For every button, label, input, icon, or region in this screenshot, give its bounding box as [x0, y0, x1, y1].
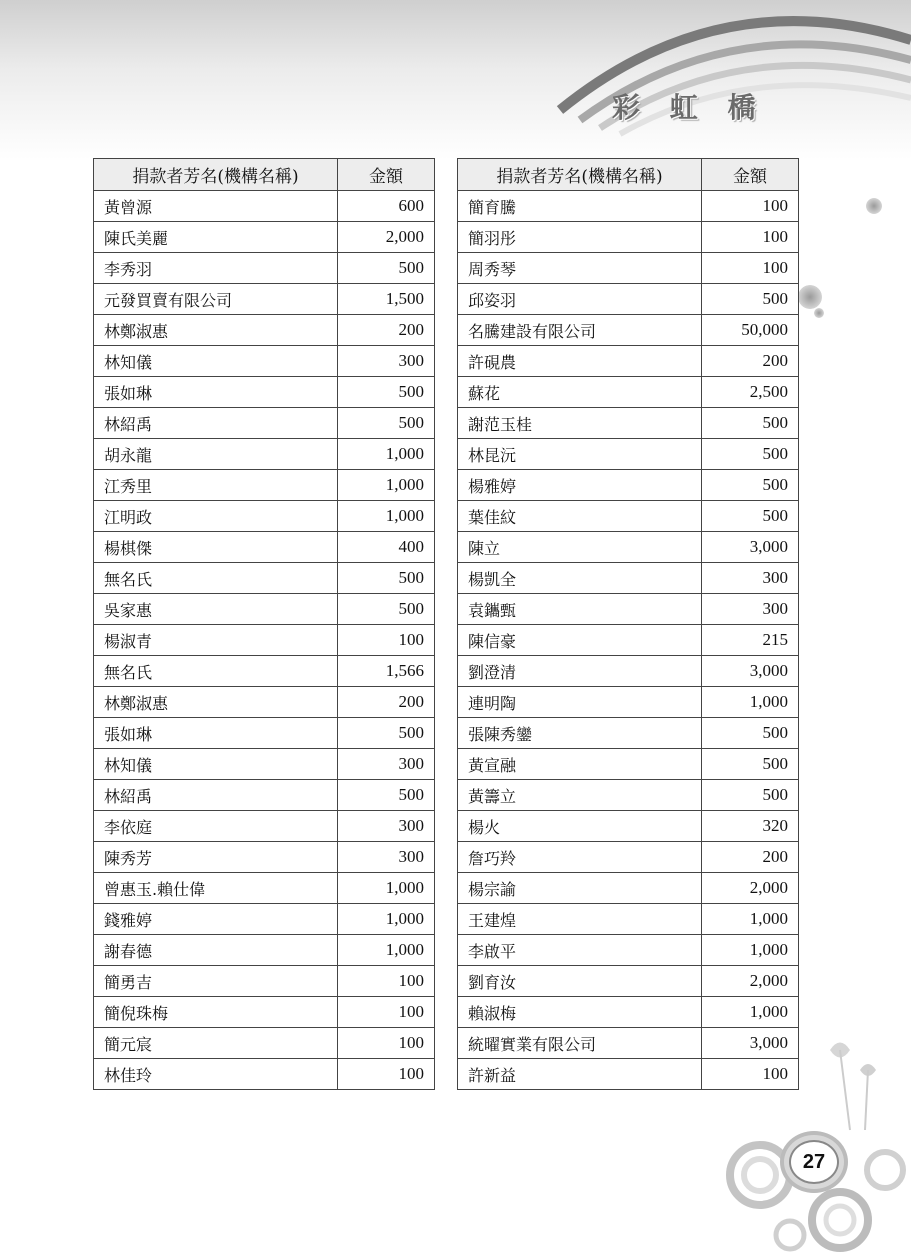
donation-amount: 300: [338, 842, 435, 873]
donor-name: 陳信豪: [458, 625, 702, 656]
donor-name: 張如琳: [94, 718, 338, 749]
donor-name: 楊宗諭: [458, 873, 702, 904]
table-row: [94, 656, 435, 687]
donation-amount: 500: [702, 439, 799, 470]
donation-amount: 500: [702, 718, 799, 749]
donation-amount: 215: [702, 625, 799, 656]
table-row: [458, 873, 799, 904]
donor-name: 謝春德: [94, 935, 338, 966]
table-row: [458, 284, 799, 315]
table-row: [94, 997, 435, 1028]
table-row: [458, 811, 799, 842]
table-row: [458, 532, 799, 563]
donation-amount: 500: [338, 594, 435, 625]
table-row: [458, 408, 799, 439]
table-row: [94, 439, 435, 470]
table-row: [458, 935, 799, 966]
donation-amount: 500: [338, 563, 435, 594]
donation-amount: 200: [702, 842, 799, 873]
donation-amount: 100: [702, 191, 799, 222]
table-row: [94, 346, 435, 377]
donation-amount: 2,500: [702, 377, 799, 408]
table-row: [458, 222, 799, 253]
table-row: [94, 904, 435, 935]
table-row: [458, 625, 799, 656]
donor-name: 邱姿羽: [458, 284, 702, 315]
table-row: [458, 749, 799, 780]
table-row: [94, 935, 435, 966]
donation-amount: 2,000: [702, 966, 799, 997]
donor-name: 林知儀: [94, 346, 338, 377]
table-row: [458, 501, 799, 532]
donation-amount: 500: [702, 284, 799, 315]
donor-name: 元發買賣有限公司: [94, 284, 338, 315]
table-row: [458, 656, 799, 687]
donation-amount: 3,000: [702, 1028, 799, 1059]
donor-name: 劉育汝: [458, 966, 702, 997]
table-row: [94, 253, 435, 284]
donor-name: 許硯農: [458, 346, 702, 377]
donor-name: 簡元宸: [94, 1028, 338, 1059]
donor-name: 陳立: [458, 532, 702, 563]
table-row: [94, 842, 435, 873]
donor-name: 謝范玉桂: [458, 408, 702, 439]
brand-title: 彩 虹 橋: [612, 91, 766, 124]
donation-amount: 100: [338, 1028, 435, 1059]
donation-amount: 1,000: [338, 935, 435, 966]
donor-table-right-body: [458, 191, 799, 1090]
table-row: [94, 191, 435, 222]
donor-name: 林紹禹: [94, 408, 338, 439]
table-row: [94, 470, 435, 501]
donor-table-right: [457, 158, 799, 1090]
donor-name: 林佳玲: [94, 1059, 338, 1090]
donation-amount: 100: [338, 966, 435, 997]
donor-name: 林鄭淑惠: [94, 687, 338, 718]
donation-amount: 200: [338, 687, 435, 718]
table-row: [458, 780, 799, 811]
table-row: [94, 718, 435, 749]
donation-amount: 1,000: [702, 904, 799, 935]
donor-name: 簡育騰: [458, 191, 702, 222]
donation-amount: 500: [338, 377, 435, 408]
donation-amount: 3,000: [702, 532, 799, 563]
donor-name: 李依庭: [94, 811, 338, 842]
donation-amount: 500: [702, 408, 799, 439]
table-row: [458, 594, 799, 625]
donor-name: 林昆沅: [458, 439, 702, 470]
donation-amount: 1,000: [338, 904, 435, 935]
table-row: [458, 904, 799, 935]
donor-name: 袁鑴甄: [458, 594, 702, 625]
donation-amount: 300: [338, 346, 435, 377]
donation-amount: 500: [338, 718, 435, 749]
table-row: [94, 377, 435, 408]
decorative-dot: [814, 308, 824, 318]
donation-amount: 500: [338, 408, 435, 439]
donation-amount: 50,000: [702, 315, 799, 346]
donation-amount: 500: [338, 780, 435, 811]
donor-name: 連明陶: [458, 687, 702, 718]
donation-amount: 100: [702, 1059, 799, 1090]
donor-name: 胡永龍: [94, 439, 338, 470]
table-row: [458, 377, 799, 408]
donor-name: 許新益: [458, 1059, 702, 1090]
donor-name: 張如琳: [94, 377, 338, 408]
donor-name: 統曜實業有限公司: [458, 1028, 702, 1059]
table-row: [94, 594, 435, 625]
donor-name: 蘇花: [458, 377, 702, 408]
donor-name: 簡羽彤: [458, 222, 702, 253]
donation-amount: 600: [338, 191, 435, 222]
donor-name: 張陳秀鑾: [458, 718, 702, 749]
donation-amount: 1,000: [702, 935, 799, 966]
table-row: [458, 563, 799, 594]
donor-table-left-body: [94, 191, 435, 1090]
rainbow-arc-decoration: [540, 0, 911, 160]
donor-name: 楊雅婷: [458, 470, 702, 501]
donation-amount: 1,566: [338, 656, 435, 687]
donor-name: 陳氏美麗: [94, 222, 338, 253]
donation-amount: 500: [702, 501, 799, 532]
table-row: [94, 687, 435, 718]
table-row: [94, 1059, 435, 1090]
donation-amount: 320: [702, 811, 799, 842]
donation-amount: 1,000: [338, 501, 435, 532]
donor-name: 楊凱全: [458, 563, 702, 594]
donor-name: 錢雅婷: [94, 904, 338, 935]
donation-amount: 2,000: [702, 873, 799, 904]
donor-name: 黃曾源: [94, 191, 338, 222]
table-row: [458, 966, 799, 997]
donor-name: 葉佳紋: [458, 501, 702, 532]
donation-amount: 1,000: [338, 439, 435, 470]
donation-amount: 3,000: [702, 656, 799, 687]
page-number: 27: [789, 1140, 839, 1184]
donor-name: 吳家惠: [94, 594, 338, 625]
table-row: [94, 315, 435, 346]
donor-name: 李啟平: [458, 935, 702, 966]
donation-amount: 300: [338, 811, 435, 842]
donation-amount: 200: [338, 315, 435, 346]
table-row: [94, 966, 435, 997]
donation-amount: 100: [702, 222, 799, 253]
donor-name: 黃宣融: [458, 749, 702, 780]
table-row: [458, 718, 799, 749]
donor-name: 名騰建設有限公司: [458, 315, 702, 346]
table-row: [458, 687, 799, 718]
donor-name: 詹巧羚: [458, 842, 702, 873]
donor-name: 林知儀: [94, 749, 338, 780]
donation-amount: 2,000: [338, 222, 435, 253]
column-header-amount: 金額: [338, 159, 435, 191]
donor-table-left: [93, 158, 435, 1090]
table-row: [458, 346, 799, 377]
table-row: [94, 222, 435, 253]
donor-name: 劉澄清: [458, 656, 702, 687]
donor-name: 江秀里: [94, 470, 338, 501]
donation-amount: 100: [338, 1059, 435, 1090]
table-row: [458, 253, 799, 284]
donor-name: 楊火: [458, 811, 702, 842]
donation-amount: 1,000: [338, 873, 435, 904]
donor-name: 林紹禹: [94, 780, 338, 811]
donation-amount: 1,000: [338, 470, 435, 501]
table-row: [94, 501, 435, 532]
donor-name: 簡倪珠梅: [94, 997, 338, 1028]
donation-amount: 1,000: [702, 997, 799, 1028]
donor-name: 陳秀芳: [94, 842, 338, 873]
donor-name: 無名氏: [94, 563, 338, 594]
donor-name: 黃籌立: [458, 780, 702, 811]
column-header-name: 捐款者芳名(機構名稱): [94, 159, 338, 191]
donation-amount: 100: [338, 997, 435, 1028]
donation-amount: 400: [338, 532, 435, 563]
column-header-amount: 金額: [702, 159, 799, 191]
donor-name: 簡勇吉: [94, 966, 338, 997]
table-row: [94, 873, 435, 904]
donor-name: 王建煌: [458, 904, 702, 935]
donor-name: 楊棋傑: [94, 532, 338, 563]
column-header-name: 捐款者芳名(機構名稱): [458, 159, 702, 191]
donor-name: 林鄭淑惠: [94, 315, 338, 346]
donation-amount: 500: [702, 749, 799, 780]
table-row: [458, 470, 799, 501]
donation-amount: 300: [338, 749, 435, 780]
table-header-row: [94, 159, 435, 191]
donation-amount: 300: [702, 594, 799, 625]
decorative-dot: [866, 198, 882, 214]
donor-name: 賴淑梅: [458, 997, 702, 1028]
donor-name: 無名氏: [94, 656, 338, 687]
table-row: [458, 439, 799, 470]
table-row: [94, 532, 435, 563]
donation-amount: 500: [702, 470, 799, 501]
donation-amount: 500: [702, 780, 799, 811]
donor-name: 曾惠玉.賴仕偉: [94, 873, 338, 904]
table-row: [94, 811, 435, 842]
donation-amount: 100: [702, 253, 799, 284]
donation-amount: 1,000: [702, 687, 799, 718]
table-row: [458, 997, 799, 1028]
table-row: [94, 408, 435, 439]
table-header-row: [458, 159, 799, 191]
donor-name: 江明政: [94, 501, 338, 532]
table-row: [94, 563, 435, 594]
donor-name: 李秀羽: [94, 253, 338, 284]
donation-amount: 100: [338, 625, 435, 656]
donation-amount: 200: [702, 346, 799, 377]
table-row: [458, 842, 799, 873]
donation-amount: 500: [338, 253, 435, 284]
table-row: [94, 749, 435, 780]
table-row: [94, 625, 435, 656]
table-row: [94, 1028, 435, 1059]
table-row: [458, 191, 799, 222]
table-row: [94, 780, 435, 811]
table-row: [458, 315, 799, 346]
donor-name: 楊淑青: [94, 625, 338, 656]
decorative-dot: [798, 285, 822, 309]
donor-name: 周秀琴: [458, 253, 702, 284]
donation-amount: 300: [702, 563, 799, 594]
donation-amount: 1,500: [338, 284, 435, 315]
table-row: [94, 284, 435, 315]
